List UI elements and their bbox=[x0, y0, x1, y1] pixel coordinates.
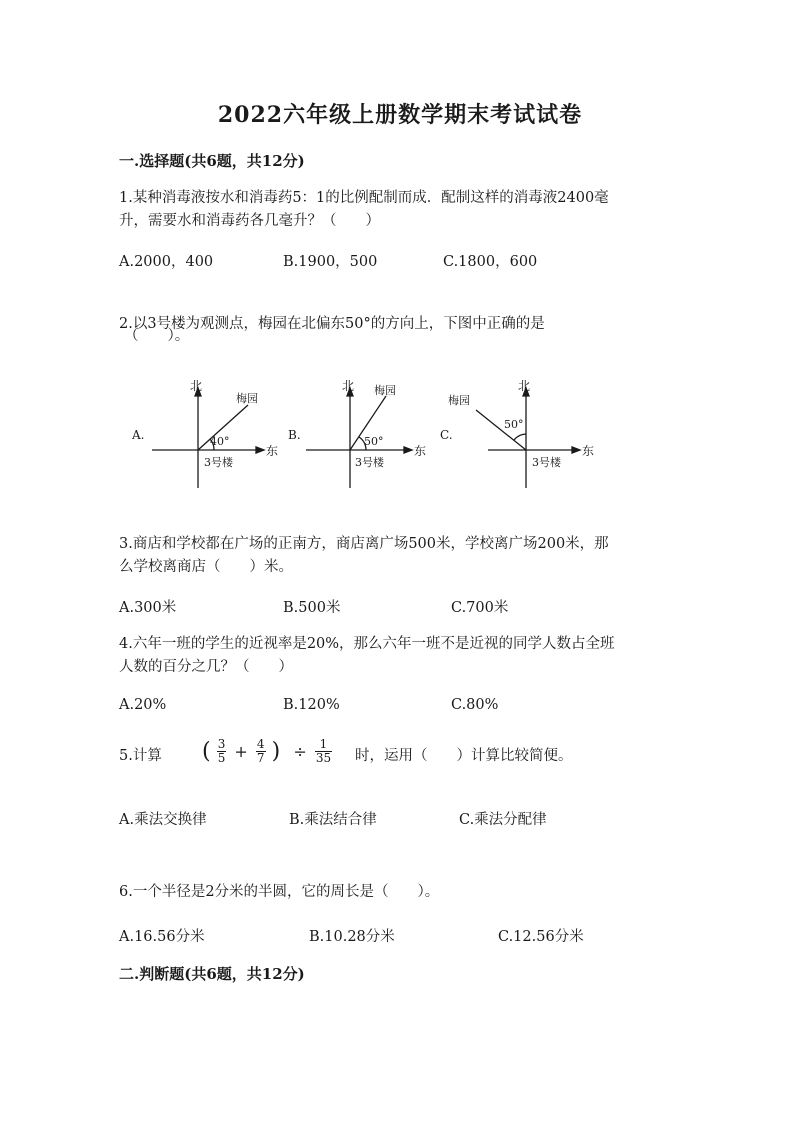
question-4-line1: 4.六年一班的学生的近视率是20%，那么六年一班不是近视的同学人数占全班 bbox=[119, 636, 615, 652]
diagram-a-label: A. bbox=[132, 428, 145, 442]
diagram-b-east-label: 东 bbox=[414, 444, 427, 458]
question-3 bbox=[119, 533, 609, 579]
diagram-b-target-label: 梅园 bbox=[374, 384, 396, 397]
question-3-line1: 3.商店和学校都在广场的正南方，商店离广场500米，学校离广场200米，那 bbox=[119, 536, 609, 552]
diagram-b-north-label: 北 bbox=[342, 380, 355, 393]
fraction-3-5-numerator: 3 bbox=[217, 737, 226, 751]
q6-option-a: A.16.56分米 bbox=[119, 929, 205, 945]
diagram-b-origin-label: 3号楼 bbox=[355, 456, 384, 469]
q3-option-b: B.500米 bbox=[283, 600, 341, 616]
question-2-line2: （ ）。 bbox=[124, 328, 190, 344]
q5-option-a: A.乘法交换律 bbox=[119, 812, 207, 828]
fraction-3-5 bbox=[217, 738, 227, 765]
fraction-4-7 bbox=[256, 738, 266, 765]
page-title: 2022六年级上册数学期末考试试卷 bbox=[217, 102, 583, 128]
question-1-line2: 升，需要水和消毒药各几毫升？（ ） bbox=[119, 213, 380, 229]
q6-option-c: C.12.56分米 bbox=[498, 929, 584, 945]
diagram-c bbox=[476, 388, 580, 488]
open-paren: ( bbox=[202, 739, 211, 764]
q1-option-a: A.2000，400 bbox=[119, 254, 214, 270]
diagram-b bbox=[306, 388, 412, 488]
q3-option-c: C.700米 bbox=[451, 600, 509, 616]
diagram-c-target-label: 梅园 bbox=[448, 394, 470, 407]
question-1-line1: 1.某种消毒液按水和消毒药5：1的比例配制而成．配制这样的消毒液2400毫 bbox=[119, 190, 609, 206]
question-4 bbox=[119, 633, 615, 679]
question-5-prefix: 5.计算 bbox=[119, 748, 162, 764]
question-2-line1: 2.以3号楼为观测点，梅园在北偏东50°的方向上，下图中正确的是 bbox=[119, 316, 545, 332]
diagram-b-label: B. bbox=[288, 428, 301, 442]
question-3-line2: 么学校离商店（ ）米。 bbox=[119, 559, 293, 575]
diagram-c-label: C. bbox=[440, 428, 453, 442]
section-heading-judgment: 二.判断题(共6题，共12分) bbox=[119, 965, 305, 983]
q5-option-c: C.乘法分配律 bbox=[459, 812, 547, 828]
question-1 bbox=[119, 187, 609, 233]
divide-sign: ÷ bbox=[293, 742, 307, 761]
q1-option-c: C.1800，600 bbox=[443, 254, 538, 270]
q4-option-b: B.120% bbox=[283, 697, 340, 713]
section-heading-choice: 一.选择题(共6题，共12分) bbox=[119, 152, 305, 170]
q4-option-c: C.80% bbox=[451, 697, 499, 713]
diagram-a-target-label: 梅园 bbox=[236, 392, 258, 405]
question-6-line1: 6.一个半径是2分米的半圆，它的周长是（ ）。 bbox=[119, 884, 440, 900]
fraction-1-35-numerator: 1 bbox=[315, 738, 332, 752]
direction-diagrams bbox=[120, 380, 600, 495]
diagram-c-east-label: 东 bbox=[582, 444, 595, 458]
fraction-1-35-denominator: 35 bbox=[315, 751, 332, 765]
diagram-b-angle-label: 50° bbox=[364, 435, 384, 448]
question-5-suffix: 时，运用（ ）计算比较简便。 bbox=[355, 748, 573, 764]
q4-option-a: A.20% bbox=[119, 697, 167, 713]
diagram-c-north-label: 北 bbox=[518, 380, 531, 393]
diagram-a-angle-label: 40° bbox=[210, 435, 230, 448]
diagram-c-angle-arc bbox=[514, 434, 526, 440]
q3-option-a: A.300米 bbox=[119, 600, 177, 616]
diagram-a-north-label: 北 bbox=[190, 380, 203, 393]
q5-option-b: B.乘法结合律 bbox=[289, 812, 377, 828]
close-paren: ) bbox=[271, 739, 281, 764]
question-4-line2: 人数的百分之几？（ ） bbox=[119, 659, 293, 675]
diagram-b-east-arrow bbox=[404, 447, 412, 453]
diagram-a-east-arrow bbox=[256, 447, 264, 453]
diagram-c-east-arrow bbox=[572, 447, 580, 453]
q6-option-b: B.10.28分米 bbox=[309, 929, 395, 945]
fraction-4-7-denominator: 7 bbox=[256, 751, 265, 765]
plus-sign: + bbox=[234, 742, 248, 761]
fraction-3-5-denominator: 5 bbox=[217, 751, 226, 765]
fraction-1-35 bbox=[315, 738, 332, 765]
diagram-a-origin-label: 3号楼 bbox=[204, 456, 233, 469]
fraction-4-7-numerator: 4 bbox=[256, 737, 265, 751]
diagram-a-east-label: 东 bbox=[266, 444, 279, 458]
diagram-c-angle-label: 50° bbox=[504, 418, 524, 431]
q1-option-b: B.1900，500 bbox=[283, 254, 378, 270]
diagram-c-origin-label: 3号楼 bbox=[532, 456, 561, 469]
question-5-expression bbox=[202, 738, 333, 765]
